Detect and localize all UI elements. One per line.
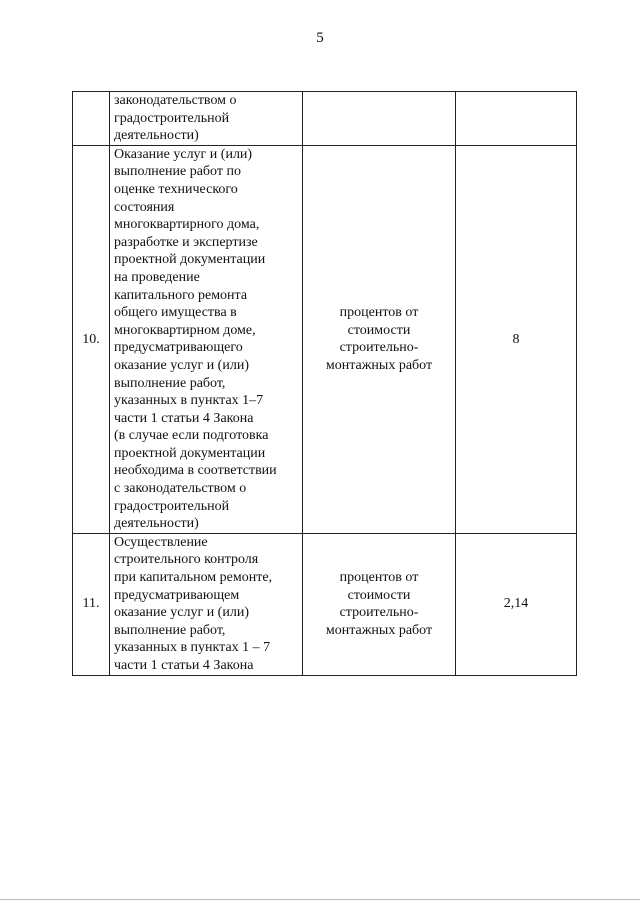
unit-line: стоимости — [347, 322, 411, 338]
row-number-cell: 11. — [73, 533, 110, 675]
unit-line: строительно- — [339, 340, 419, 356]
description-line: строительного контроля — [114, 552, 259, 568]
description-line: многоквартирного дома, — [114, 217, 260, 233]
description-line: оказание услуг и (или) — [114, 605, 249, 621]
unit-cell — [303, 533, 456, 675]
description-line: деятельности) — [114, 516, 199, 532]
unit-line: монтажных работ — [325, 357, 433, 373]
description-line: законодательством о — [114, 93, 237, 108]
value-cell: 2,14 — [456, 533, 577, 675]
row-number-cell — [73, 92, 110, 146]
table-row-continuation — [73, 92, 577, 146]
description-line: общего имущества в — [114, 305, 237, 321]
unit-cell — [303, 92, 456, 146]
description-line: оценке технического — [114, 181, 238, 197]
unit-line: процентов от — [339, 305, 419, 321]
description-line: на проведение — [114, 269, 200, 285]
description-line: Осуществление — [114, 534, 208, 550]
description-line: (в случае если подготовка — [114, 428, 269, 444]
description-line: деятельности) — [114, 128, 199, 144]
page-number: 5 — [316, 30, 324, 46]
unit-line: монтажных работ — [325, 622, 433, 638]
description-line: выполнение работ по — [114, 164, 241, 180]
description-line: части 1 статьи 4 Закона — [114, 658, 254, 673]
description-line: многоквартирном доме, — [114, 322, 256, 338]
description-line: при капитальном ремонте, — [114, 570, 273, 586]
description-line: части 1 статьи 4 Закона — [114, 410, 254, 426]
description-line: выполнение работ, — [114, 622, 226, 638]
unit-line: стоимости — [347, 587, 411, 603]
table-row-11 — [73, 533, 577, 675]
description-line: капитального ремонта — [114, 287, 248, 303]
description-cell — [110, 92, 303, 146]
description-line: проектной документации — [114, 445, 266, 461]
unit-line: строительно- — [339, 605, 419, 621]
description-line: разработке и экспертизе — [114, 234, 258, 250]
description-line: Оказание услуг и (или) — [114, 146, 253, 162]
table-row-10 — [73, 145, 577, 533]
description-cell — [110, 145, 303, 533]
description-line: необходима в соответствии — [114, 463, 277, 479]
description-line: предусматривающем — [114, 587, 240, 603]
description-line: проектной документации — [114, 252, 266, 268]
description-line: градостроительной — [114, 110, 230, 126]
row-number-cell: 10. — [73, 145, 110, 533]
unit-line: процентов от — [339, 570, 419, 586]
value-cell — [456, 92, 577, 146]
unit-cell — [303, 145, 456, 533]
value-cell: 8 — [456, 145, 577, 533]
description-cell — [110, 533, 303, 675]
description-line: выполнение работ, — [114, 375, 226, 391]
description-line: указанных в пунктах 1–7 — [114, 393, 264, 409]
scan-edge-divider — [0, 899, 640, 900]
description-line: предусматривающего — [114, 340, 243, 356]
description-line: с законодательством о — [114, 481, 247, 497]
tariff-table — [72, 91, 577, 676]
description-line: градостроительной — [114, 498, 230, 514]
description-line: состояния — [114, 199, 175, 215]
description-line: указанных в пунктах 1 – 7 — [114, 640, 271, 656]
description-line: оказание услуг и (или) — [114, 357, 249, 373]
